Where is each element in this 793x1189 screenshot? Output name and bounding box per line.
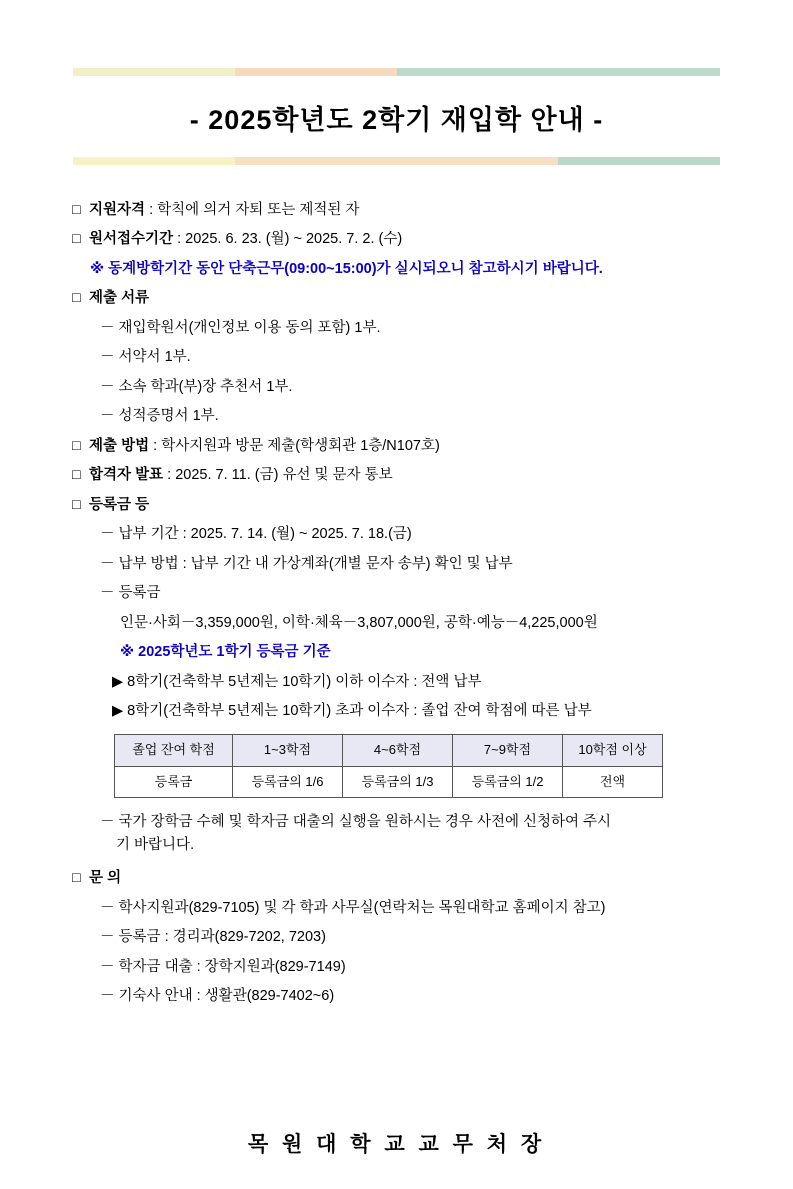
notice-shortened-hours: ※ 동계방학기간 동안 단축근무(09:00~15:00)가 실시되오니 참고하시기 바랍니다. xyxy=(90,260,603,277)
section-application-period-value: 2025. 6. 23. (월) ~ 2025. 7. 2. (수) xyxy=(185,231,403,248)
title-bar-bottom-seg-1 xyxy=(73,157,235,165)
list-item: － 성적증명서 1부. xyxy=(100,408,219,425)
list-item: － 등록금 xyxy=(100,585,161,602)
checkbox-icon: □ xyxy=(72,496,81,513)
table-header-cell: 10학점 이상 xyxy=(563,735,663,766)
bullet-item: ▶ 8학기(건축학부 5년제는 10학기) 초과 이수자 : 졸업 잔여 학점에 따른 납부 xyxy=(112,702,592,719)
table-header-cell: 졸업 잔여 학점 xyxy=(115,735,233,766)
title-bar-top-seg-2 xyxy=(235,68,397,76)
scholarship-note xyxy=(72,811,721,857)
scholarship-note-line2: 기 바랍니다. xyxy=(116,836,195,853)
table-cell: 등록금 xyxy=(115,766,233,797)
list-item: － 서약서 1부. xyxy=(100,349,191,366)
section-tuition-label: 등록금 등 xyxy=(89,496,150,513)
list-item: － 학사지원과(829-7105) 및 각 학과 사무실(연락처는 목원대학교 홈페이지 참고) xyxy=(100,899,606,916)
list-item: － 납부 기간 : 2025. 7. 14. (월) ~ 2025. 7. 18.(금) xyxy=(100,526,412,543)
section-submission-method xyxy=(72,435,721,457)
title-bar-top-seg-4 xyxy=(558,68,720,76)
list-item: － 재입학원서(개인정보 이용 동의 포함) 1부. xyxy=(100,319,381,336)
section-contact xyxy=(72,867,721,889)
checkbox-icon: □ xyxy=(72,290,81,307)
title-bar-bottom-seg-2 xyxy=(235,157,397,165)
list-item: － 등록금 : 경리과(829-7202, 7203) xyxy=(100,929,326,946)
section-submission-method-value: 학사지원과 방문 제출(학생회관 1층/N107호) xyxy=(161,437,440,454)
section-contact-label: 문 의 xyxy=(89,870,122,887)
list-item: － 소속 학과(부)장 추천서 1부. xyxy=(100,378,293,395)
title-bar-top xyxy=(73,68,720,76)
title-bar-top-seg-1 xyxy=(73,68,235,76)
section-result-announcement xyxy=(72,464,721,486)
section-submission-method-label: 제출 방법 xyxy=(89,437,150,454)
section-application-period-separator: : xyxy=(173,231,186,248)
section-result-announcement-label: 합격자 발표 xyxy=(89,467,164,484)
section-application-period xyxy=(72,228,721,250)
title-bar-top-seg-3 xyxy=(397,68,559,76)
table-header-cell: 4~6학점 xyxy=(343,735,453,766)
issuer-footer: 목 원 대 학 교 교 무 처 장 xyxy=(247,1133,546,1156)
list-item: － 기숙사 안내 : 생활관(829-7402~6) xyxy=(100,987,335,1004)
title-bar-bottom-seg-4 xyxy=(558,157,720,165)
checkbox-icon: □ xyxy=(72,202,81,218)
table-header-cell: 7~9학점 xyxy=(453,735,563,766)
notice-page xyxy=(0,68,793,1189)
notice-body xyxy=(72,199,721,1007)
section-submission-method-separator: : xyxy=(149,437,162,454)
table-header-row xyxy=(115,735,663,766)
title-bar-bottom-seg-3 xyxy=(397,157,559,165)
page-title: - 2025학년도 2학기 재입학 안내 - xyxy=(189,105,604,135)
section-eligibility xyxy=(72,199,721,221)
checkbox-icon: □ xyxy=(72,231,81,248)
table-cell: 등록금의 1/6 xyxy=(233,766,343,797)
checkbox-icon: □ xyxy=(72,870,81,887)
title-bar-bottom xyxy=(73,157,720,165)
scholarship-note-line1: － 국가 장학금 수혜 및 학자금 대출의 실행을 원하시는 경우 사전에 신청하여 주시 xyxy=(100,813,612,830)
section-result-announcement-separator: : xyxy=(163,467,176,484)
tuition-note: ※ 2025학년도 1학기 등록금 기준 xyxy=(120,644,331,661)
table-cell: 전액 xyxy=(563,766,663,797)
tuition-amounts: 인문·사회－3,359,000원, 이학·체육－3,807,000원, 공학·예능－4,225,000원 xyxy=(120,614,598,631)
section-eligibility-label: 지원자격 xyxy=(89,202,146,218)
table-row xyxy=(115,766,663,797)
section-submission-documents xyxy=(72,287,721,309)
section-application-period-label: 원서접수기간 xyxy=(89,231,174,248)
table-cell: 등록금의 1/3 xyxy=(343,766,453,797)
section-result-announcement-value: 2025. 7. 11. (금) 유선 및 문자 통보 xyxy=(175,467,393,484)
list-item: － 학자금 대출 : 장학지원과(829-7149) xyxy=(100,958,346,975)
title-block xyxy=(73,68,720,165)
section-tuition xyxy=(72,494,721,516)
table-cell: 등록금의 1/2 xyxy=(453,766,563,797)
list-item: － 납부 방법 : 납부 기간 내 가상계좌(개별 문자 송부) 확인 및 납부 xyxy=(100,555,513,572)
fee-table xyxy=(114,734,663,797)
bullet-item: ▶ 8학기(건축학부 5년제는 10학기) 이하 이수자 : 전액 납부 xyxy=(112,673,482,690)
checkbox-icon: □ xyxy=(72,467,81,484)
section-eligibility-separator: : xyxy=(145,202,158,218)
section-eligibility-value: 학칙에 의거 자퇴 또는 제적된 자 xyxy=(157,202,360,218)
fee-table-wrapper xyxy=(72,734,721,797)
table-header-cell: 1~3학점 xyxy=(233,735,343,766)
checkbox-icon: □ xyxy=(72,437,81,454)
section-submission-documents-label: 제출 서류 xyxy=(89,290,150,307)
